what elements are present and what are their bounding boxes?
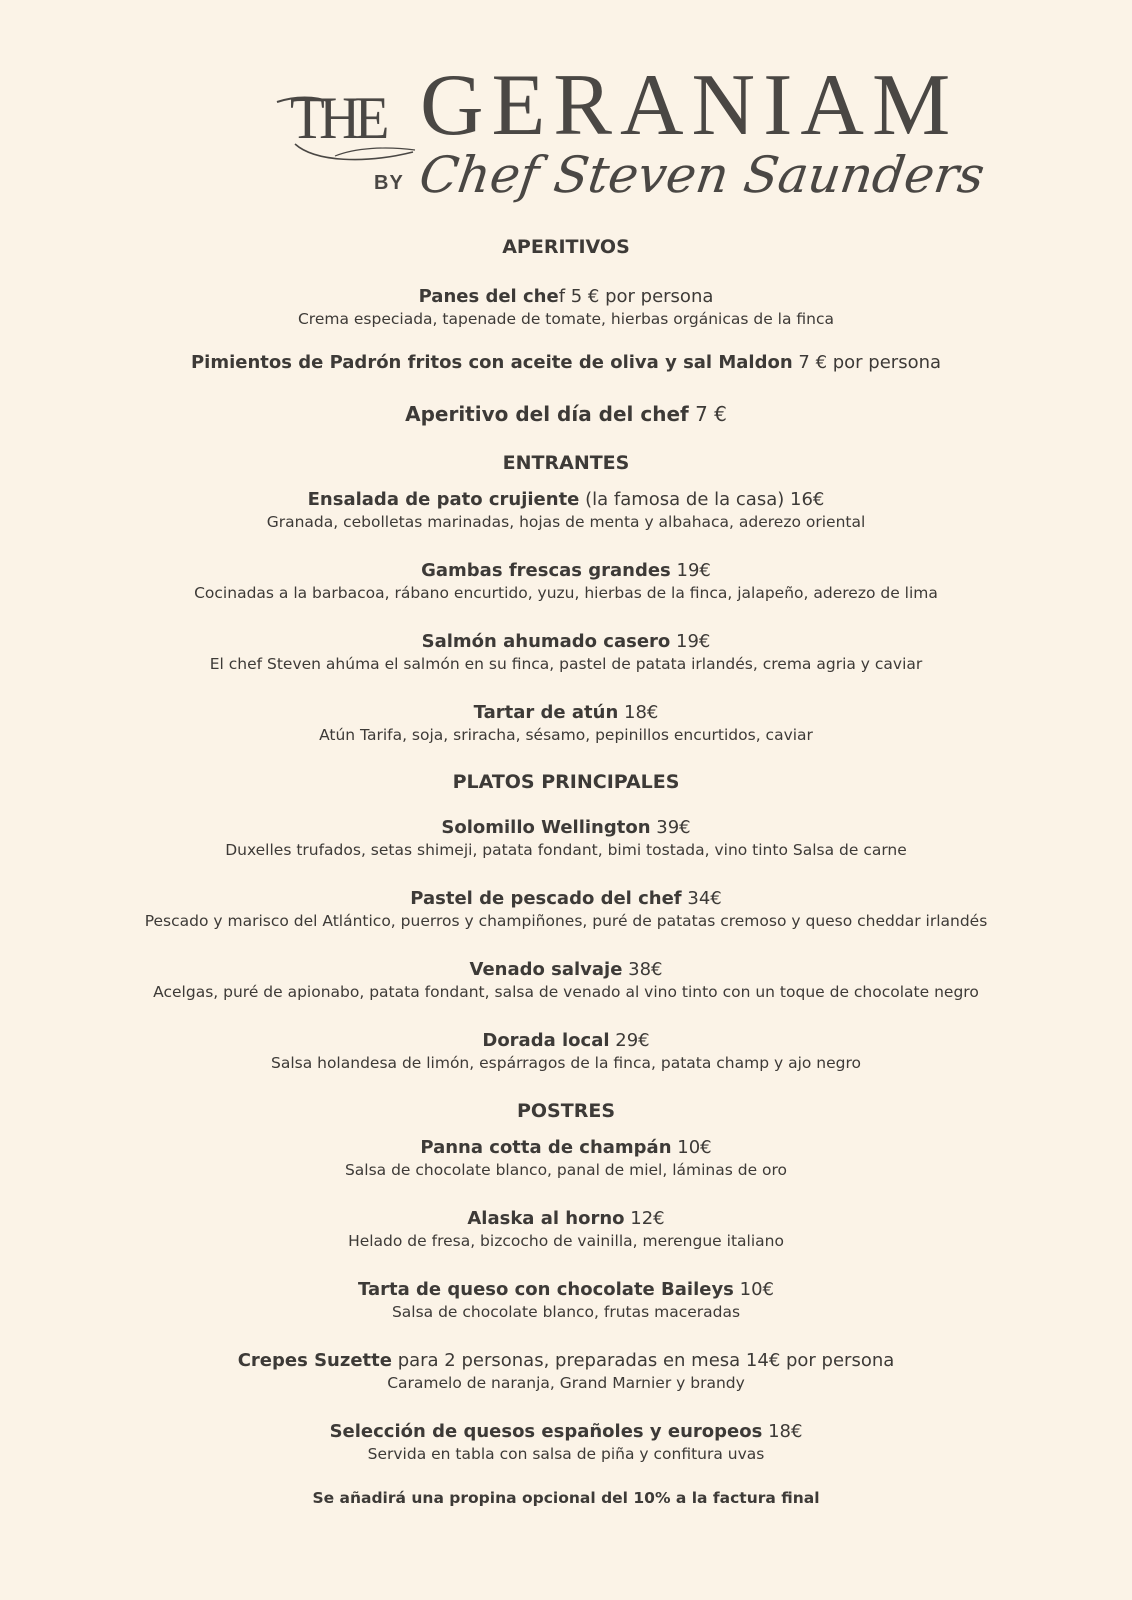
section-title: ENTRANTES: [502, 452, 630, 474]
item-description: Salsa holandesa de limón, espárragos de la finca, patata champ y ajo negro: [270, 1054, 862, 1072]
item-price: (la famosa de la casa) 16€: [579, 489, 825, 510]
item-price: 10€: [671, 1137, 712, 1158]
item-price: 19€: [670, 631, 711, 652]
item-line: [0, 559, 1132, 583]
item-name: Ensalada de pato crujiente: [307, 489, 580, 510]
item-description: Acelgas, puré de apionabo, patata fondant, salsa de venado al vino tinto con un toque de chocolate negro: [153, 983, 979, 1001]
section-entrantes: [0, 452, 1132, 745]
item-description: Caramelo de naranja, Grand Marnier y brandy: [387, 1374, 745, 1392]
menu-item: [0, 402, 1132, 426]
menu-item: [0, 1136, 1132, 1180]
item-line: [0, 1349, 1132, 1373]
item-description: Cocinadas a la barbacoa, rábano encurtido, yuzu, hierbas de la finca, jalapeño, aderezo de lima: [194, 584, 938, 602]
item-price: 39€: [650, 817, 691, 838]
item-line: [0, 1136, 1132, 1160]
item-description: Atún Tarifa, soja, sriracha, sésamo, pepinillos encurtidos, caviar: [319, 726, 813, 744]
section-title: POSTRES: [516, 1100, 615, 1122]
item-price: 38€: [622, 959, 663, 980]
item-line: [0, 630, 1132, 654]
logo-chef-signature: Chef Steven Saunders: [415, 146, 989, 204]
item-line: [0, 285, 1132, 309]
item-description: Granada, cebolletas marinadas, hojas de menta y albahaca, aderezo oriental: [266, 513, 866, 531]
item-line: [0, 701, 1132, 725]
item-line: [0, 1029, 1132, 1053]
item-line: [0, 887, 1132, 911]
item-description: Salsa de chocolate blanco, panal de miel, láminas de oro: [344, 1161, 788, 1179]
item-line: [0, 488, 1132, 512]
section-aperitivos: [0, 236, 1132, 426]
item-name: Alaska al horno: [467, 1208, 625, 1229]
item-description: Salsa de chocolate blanco, frutas maceradas: [391, 1303, 741, 1321]
item-name: Tarta de queso con chocolate Baileys: [358, 1279, 734, 1300]
restaurant-logo: [0, 57, 1132, 222]
menu-item: [0, 351, 1132, 375]
item-price: para 2 personas, preparadas en mesa 14€ por persona: [391, 1350, 895, 1371]
item-line: [0, 351, 1132, 375]
item-price: 7 €: [688, 402, 727, 426]
item-price: 19€: [670, 560, 711, 581]
logo-the: THE: [290, 85, 384, 151]
item-description: Servida en tabla con salsa de piña y confitura uvas: [367, 1445, 765, 1463]
item-line: [0, 402, 1132, 426]
menu-item: [0, 816, 1132, 860]
item-line: [0, 1278, 1132, 1302]
section-title: APERITIVOS: [502, 236, 630, 258]
section-title: PLATOS PRINCIPALES: [452, 771, 680, 793]
menu-item: [0, 285, 1132, 329]
item-price: 18€: [762, 1421, 803, 1442]
item-description: Crema especiada, tapenade de tomate, hierbas orgánicas de la finca: [297, 310, 834, 328]
item-price: 7 € por persona: [792, 352, 942, 373]
menu-item: [0, 887, 1132, 931]
item-name: Dorada local: [482, 1030, 610, 1051]
menu-item: [0, 958, 1132, 1002]
menu-item: [0, 559, 1132, 603]
item-name: Pastel de pescado del chef: [410, 888, 682, 909]
item-description: Duxelles trufados, setas shimeji, patata fondant, bimi tostada, vino tinto Salsa de carne: [225, 841, 907, 859]
logo-name: GERANIAM: [420, 57, 959, 154]
item-name: Pimientos de Padrón fritos con aceite de oliva y sal Maldon: [190, 352, 793, 373]
item-price: 34€: [681, 888, 722, 909]
menu-item: [0, 630, 1132, 674]
section-platos-principales: [0, 771, 1132, 1073]
item-line: [0, 816, 1132, 840]
item-name: Panna cotta de champán: [420, 1137, 672, 1158]
menu-item: [0, 1278, 1132, 1322]
item-name: Crepes Suzette: [237, 1350, 392, 1371]
menu-content: [0, 236, 1132, 1508]
logo-by: BY: [374, 172, 404, 194]
item-name: Tartar de atún: [473, 702, 619, 723]
menu-item: [0, 1420, 1132, 1464]
menu-item: [0, 701, 1132, 745]
menu-item: [0, 1349, 1132, 1393]
item-description: El chef Steven ahúma el salmón en su finca, pastel de patata irlandés, crema agria y caviar: [209, 655, 923, 673]
item-name: Selección de quesos españoles y europeos: [329, 1421, 763, 1442]
menu-item: [0, 488, 1132, 532]
section-postres: [0, 1100, 1132, 1464]
item-line: [0, 1420, 1132, 1444]
item-name: Aperitivo del día del chef: [405, 402, 689, 426]
item-name: Gambas frescas grandes: [421, 560, 671, 581]
item-description: Helado de fresa, bizcocho de vainilla, merengue italiano: [348, 1232, 784, 1250]
item-name: Solomillo Wellington: [441, 817, 651, 838]
item-price: f 5 € por persona: [558, 286, 714, 307]
item-price: 10€: [733, 1279, 774, 1300]
item-name: Venado salvaje: [469, 959, 623, 980]
item-price: 18€: [618, 702, 659, 723]
item-line: [0, 1207, 1132, 1231]
tip-notice: Se añadirá una propina opcional del 10% a la factura final: [312, 1489, 820, 1507]
item-name: Panes del che: [418, 286, 559, 307]
item-price: 29€: [609, 1030, 650, 1051]
menu-item: [0, 1029, 1132, 1073]
menu-item: [0, 1207, 1132, 1251]
item-name: Salmón ahumado casero: [421, 631, 671, 652]
item-line: [0, 958, 1132, 982]
item-price: 12€: [624, 1208, 665, 1229]
item-description: Pescado y marisco del Atlántico, puerros y champiñones, puré de patatas cremoso y queso cheddar irlandés: [144, 912, 988, 930]
